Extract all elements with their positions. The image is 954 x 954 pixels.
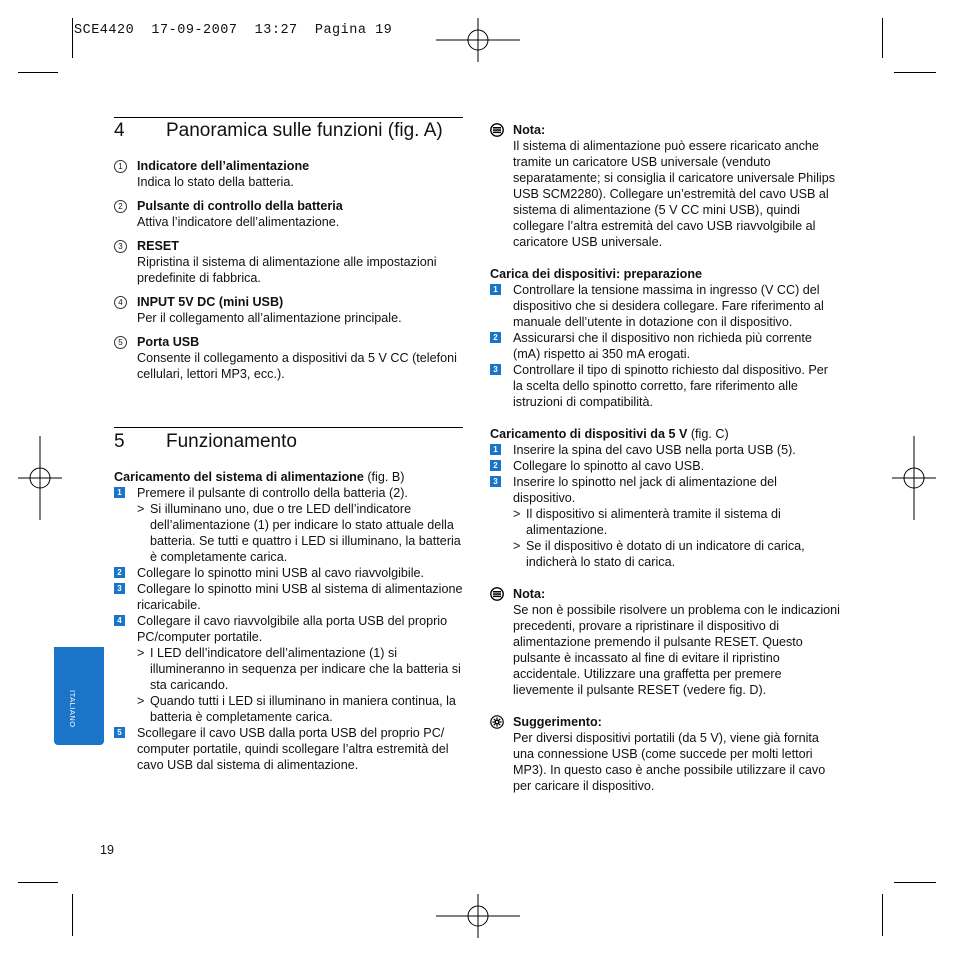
step-item <box>490 474 840 506</box>
step-text: Controllare la tensione massima in ingresso (V CC) del dispositivo che si desidera collegare. Fare riferimento al manuale dell’utente in dotazione con il dispositivo. <box>513 283 824 329</box>
section4 <box>114 120 464 390</box>
registration-mark-right <box>892 436 936 520</box>
result-marker: > <box>513 539 521 553</box>
feature-description: Per il collegamento all’alimentazione principale. <box>137 311 402 325</box>
section4-title: Panoramica sulle funzioni (fig. A) <box>166 120 443 141</box>
step-number: 4 <box>114 615 125 626</box>
feature-description: Indica lo stato della batteria. <box>137 175 294 189</box>
step-number: 1 <box>490 444 501 455</box>
page-number: 19 <box>100 843 115 857</box>
feature-title-text: Porta USB <box>137 335 200 349</box>
feature-title-text: RESET <box>137 239 179 253</box>
step-result-text: I LED dell’indicatore dell’alimentazione (1) si illumineranno in sequenza per indicare che la batteria si sta caricando. <box>150 646 461 692</box>
section5-title: Funzionamento <box>166 431 297 452</box>
feature-title <box>114 158 464 174</box>
step-number: 3 <box>490 476 501 487</box>
result-marker: > <box>137 646 145 660</box>
tip-icon <box>490 715 504 729</box>
step-text: Collegare lo spinotto al cavo USB. <box>513 459 705 473</box>
feature-number: 4 <box>114 296 127 309</box>
step-text: Collegare il cavo riavvolgibile alla porta USB del proprio PC/computer portatile. <box>137 614 448 644</box>
note2-heading: Nota: <box>490 586 840 602</box>
section4-heading <box>114 120 464 142</box>
feature-item <box>114 198 464 230</box>
registration-mark-left <box>18 436 62 520</box>
feature-item <box>114 294 464 326</box>
charging-system-steps <box>114 485 464 773</box>
step-result <box>114 693 464 725</box>
header-time: 13:27 <box>254 23 298 38</box>
prep-steps <box>490 282 840 410</box>
section5-number: 5 <box>114 431 125 452</box>
step-result-text: Si illuminano uno, due o tre LED dell’indicatore dell’alimentazione (1) per indicare lo stato attuale della batteria. Se tutti e quattro i LED si illuminano, la batteria è completamente carica. <box>150 502 461 564</box>
step-text: Controllare il tipo di spinotto richiesto dal dispositivo. Per la scelta dello spinotto corretto, fare riferimento alle istruzioni di compatibilità. <box>513 363 828 409</box>
step-result <box>490 506 840 538</box>
step-text: Inserire lo spinotto nel jack di alimentazione del dispositivo. <box>513 475 777 505</box>
step-number: 1 <box>114 487 125 498</box>
print-header <box>74 23 392 38</box>
step-number: 1 <box>490 284 501 295</box>
step-item <box>490 330 840 362</box>
step-item <box>114 613 464 645</box>
feature-list <box>114 158 464 382</box>
feature-title-text: Indicatore dell’alimentazione <box>137 159 310 173</box>
result-marker: > <box>137 502 145 516</box>
feature-description: Ripristina il sistema di alimentazione alle impostazioni predefinite di fabbrica. <box>137 255 437 285</box>
header-date: 17-09-2007 <box>151 23 238 38</box>
feature-title <box>114 238 464 254</box>
note1-text: Il sistema di alimentazione può essere ricaricato anche tramite un caricatore USB universale (venduto separatamente; si consiglia il caricatore universale Philips USB SCM2280). Collegare un’estremità del cavo USB al sistema di alimentazione (5 V CC mini USB), quindi collegare l’altra estremità del cavo USB riavvolgibile al caricatore USB universale. <box>513 139 835 249</box>
step-text: Assicurarsi che il dispositivo non richieda più corrente (mA) rispetto ai 350 mA erogati. <box>513 331 812 361</box>
step-number: 2 <box>490 332 501 343</box>
section4-rule <box>114 117 463 118</box>
section5-rule <box>114 427 463 428</box>
step-result <box>114 645 464 693</box>
step-result-text: Se il dispositivo è dotato di un indicatore di carica, indicherà lo stato di carica. <box>526 539 805 569</box>
header-code: SCE4420 <box>74 23 135 38</box>
note-icon <box>490 123 504 137</box>
feature-number: 1 <box>114 160 127 173</box>
feature-number: 2 <box>114 200 127 213</box>
note-icon <box>490 587 504 601</box>
feature-item <box>114 238 464 286</box>
feature-title-text: INPUT 5V DC (mini USB) <box>137 295 284 309</box>
tip-text: Per diversi dispositivi portatili (da 5 V), viene già fornita una connessione USB (come succede per molti lettori MP3). In questo caso è anche possibile utilizzare il cavo per caricare il dispositivo. <box>513 731 826 793</box>
step-number: 5 <box>114 727 125 738</box>
feature-number: 3 <box>114 240 127 253</box>
step-item <box>114 485 464 501</box>
registration-mark-top <box>436 18 520 62</box>
section4-number: 4 <box>114 120 125 141</box>
feature-title <box>114 294 464 310</box>
step-item <box>490 458 840 474</box>
feature-title <box>114 198 464 214</box>
feature-item <box>114 334 464 382</box>
prep-heading: Carica dei dispositivi: preparazione <box>490 267 703 281</box>
feature-number: 5 <box>114 336 127 349</box>
result-marker: > <box>513 507 521 521</box>
step-item <box>114 565 464 581</box>
step-text: Collegare lo spinotto mini USB al sistema di alimentazione ricaricabile. <box>137 582 463 612</box>
step-text: Scollegare il cavo USB dalla porta USB del proprio PC/ computer portatile, quindi scollegare l’altra estremità del cavo USB dal sistema di alimentazione. <box>137 726 449 772</box>
step-result <box>490 538 840 570</box>
right-column <box>490 122 840 794</box>
section5-heading <box>114 431 464 453</box>
step-text: Premere il pulsante di controllo della batteria (2). <box>137 486 408 500</box>
step-item <box>490 442 840 458</box>
note2-text: Se non è possibile risolvere un problema con le indicazioni precedenti, provare a ripristinare il dispositivo di alimentazione premendo il pulsante RESET. Questo pulsante è incassato al fine di evitare il ripristino accidentale. Utilizzare una graffetta per premere lievemente il pulsante RESET (vedere fig. D). <box>513 603 840 697</box>
tip-heading: Suggerimento: <box>490 714 840 730</box>
header-page: Pagina 19 <box>314 23 393 38</box>
feature-title-text: Pulsante di controllo della batteria <box>137 199 343 213</box>
step-result-text: Il dispositivo si alimenterà tramite il sistema di alimentazione. <box>526 507 781 537</box>
step-item <box>490 362 840 410</box>
step-number: 2 <box>114 567 125 578</box>
step-item <box>114 581 464 613</box>
step-item <box>490 282 840 330</box>
section5 <box>114 431 464 773</box>
language-tab-label: ITALIANO <box>68 690 77 728</box>
feature-description: Consente il collegamento a dispositivi da 5 V CC (telefoni cellulari, lettori MP3, ecc.). <box>137 351 457 381</box>
registration-mark-bottom <box>436 894 520 938</box>
charge5v-heading: Caricamento di dispositivi da 5 V (fig. C) <box>490 427 729 441</box>
result-marker: > <box>137 694 145 708</box>
step-number: 3 <box>490 364 501 375</box>
step-result <box>114 501 464 565</box>
feature-item <box>114 158 464 190</box>
note1-heading: Nota: <box>490 122 840 138</box>
step-text: Inserire la spina del cavo USB nella porta USB (5). <box>513 443 796 457</box>
charge5v-steps <box>490 442 840 570</box>
step-text: Collegare lo spinotto mini USB al cavo riavvolgibile. <box>137 566 424 580</box>
feature-title <box>114 334 464 350</box>
step-result-text: Quando tutti i LED si illuminano in maniera continua, la batteria è completamente carica. <box>150 694 456 724</box>
step-item <box>114 725 464 773</box>
step-number: 2 <box>490 460 501 471</box>
language-tab <box>54 647 104 745</box>
feature-description: Attiva l’indicatore dell’alimentazione. <box>137 215 340 229</box>
step-number: 3 <box>114 583 125 594</box>
charging-system-heading: Caricamento del sistema di alimentazione (fig. B) <box>114 470 405 484</box>
